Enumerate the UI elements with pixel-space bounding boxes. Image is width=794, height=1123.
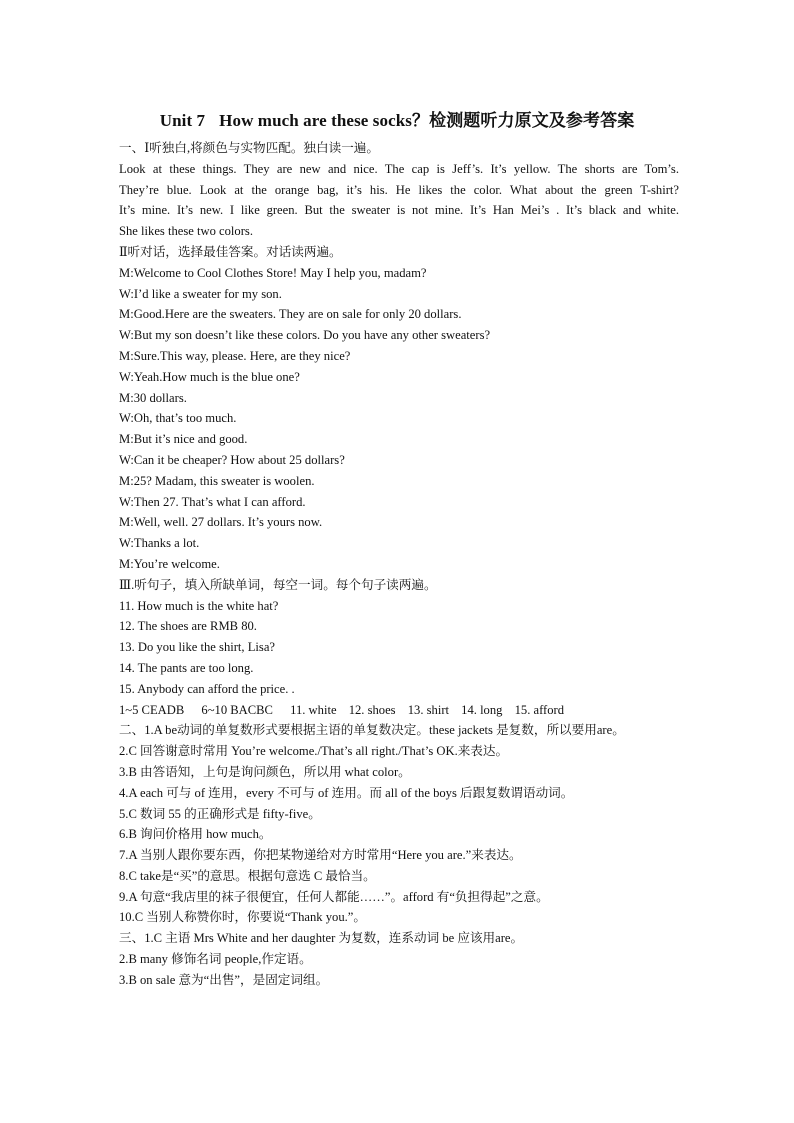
answer-13: 13. shirt — [407, 702, 450, 717]
answer-11: 11. white — [290, 702, 337, 717]
answer-1-5: 1~5 CEADB — [119, 702, 185, 717]
dialogue-line: M:But it’s nice and good. — [119, 432, 248, 447]
dialogue-line: M:Welcome to Cool Clothes Store! May I help you, madam? — [119, 265, 427, 280]
title-unit: Unit 7 — [159, 111, 206, 130]
explanation-line: 8.C take是“买”的意思。根据句意选 C 最恰当。 — [119, 868, 376, 883]
monologue-line: They’re blue. Look at the orange bag, it’s his. He likes the color. What about the green T-shirt? — [119, 182, 679, 197]
answer-6-10: 6~10 BACBC — [201, 702, 273, 717]
explanation-line: 5.C 数词 55 的正确形式是 fifty-five。 — [119, 806, 321, 821]
document-body — [119, 138, 679, 991]
dialogue-line: W:Then 27. That’s what I can afford. — [119, 494, 306, 509]
answer-12: 12. shoes — [348, 702, 396, 717]
section-heading-3: Ⅲ.听句子，填入所缺单词，每空一词。每个句子读两遍。 — [119, 577, 437, 592]
explanation-line: 9.A 句意“我店里的袜子很便宜，任何人都能……”。afford 有“负担得起”之意。 — [119, 889, 549, 904]
answer-14: 14. long — [461, 702, 503, 717]
explanation-line: 二、1.A be动词的单复数形式要根据主语的单复数决定。these jackets 是复数，所以要用are。 — [119, 723, 625, 738]
explanation-line: 2.B many 修饰名词 people,作定语。 — [119, 952, 312, 967]
dialogue-line: M:Good.Here are the sweaters. They are on sale for only 20 dollars. — [119, 307, 462, 322]
sentence-line: 14. The pants are too long. — [119, 660, 254, 675]
monologue-line: It’s mine. It’s new. I like green. But the sweater is not mine. It’s Han Mei’s . It’s black and white. — [119, 203, 679, 218]
dialogue-line: W:Oh, that’s too much. — [119, 411, 237, 426]
sentence-line: 15. Anybody can afford the price. . — [119, 681, 295, 696]
section-heading-2: Ⅱ听对话，选择最佳答案。对话读两遍。 — [119, 244, 342, 259]
answer-key-line — [119, 700, 679, 721]
dialogue-line: W:But my son doesn’t like these colors. Do you have any other sweaters? — [119, 328, 491, 343]
explanation-line: 3.B on sale 意为“出售”，是固定词组。 — [119, 972, 329, 987]
answer-15: 15. afford — [514, 702, 565, 717]
section-heading-1: 一、Ⅰ听独白,将颜色与实物匹配。独白读一遍。 — [119, 141, 379, 155]
dialogue-line: M:You’re welcome. — [119, 556, 220, 571]
dialogue-line: M:25? Madam, this sweater is woolen. — [119, 473, 315, 488]
dialogue-line: W:Can it be cheaper? How about 25 dollars? — [119, 452, 345, 467]
sentence-line: 11. How much is the white hat? — [119, 598, 279, 613]
dialogue-line: M:Sure.This way, please. Here, are they nice? — [119, 348, 351, 363]
page-title — [0, 106, 794, 131]
title-text: How much are these socks？检测题听力原文及参考答案 — [219, 111, 635, 130]
explanation-line: 2.C 回答谢意时常用 You’re welcome./That’s all right./That’s OK.来表达。 — [119, 744, 509, 759]
sentence-line: 13. Do you like the shirt, Lisa? — [119, 640, 275, 655]
sentence-line: 12. The shoes are RMB 80. — [119, 619, 257, 634]
dialogue-line: M:30 dollars. — [119, 390, 187, 405]
explanation-line: 4.A each 可与 of 连用，every 不可与 of 连用。而 all of the boys 后跟复数谓语动词。 — [119, 785, 574, 800]
explanation-line: 10.C 当别人称赞你时，你要说“Thank you.”。 — [119, 910, 366, 925]
monologue-line: She likes these two colors. — [119, 224, 253, 239]
dialogue-line: W:Yeah.How much is the blue one? — [119, 369, 300, 384]
explanation-line: 6.B 询问价格用 how much。 — [119, 827, 272, 842]
explanation-line: 3.B 由答语知，上句是询问颜色，所以用 what color。 — [119, 764, 411, 779]
dialogue-line: M:Well, well. 27 dollars. It’s yours now. — [119, 515, 323, 530]
dialogue-line: W:Thanks a lot. — [119, 536, 200, 551]
explanation-line: 7.A 当别人跟你要东西，你把某物递给对方时常用“Here you are.”来表达。 — [119, 848, 522, 863]
explanation-line: 三、1.C 主语 Mrs White and her daughter 为复数，连系动词 be 应该用are。 — [119, 931, 524, 946]
monologue-line: Look at these things. They are new and nice. The cap is Jeff’s. It’s yellow. The shorts are Tom’s. — [119, 161, 679, 176]
dialogue-line: W:I’d like a sweater for my son. — [119, 286, 282, 301]
